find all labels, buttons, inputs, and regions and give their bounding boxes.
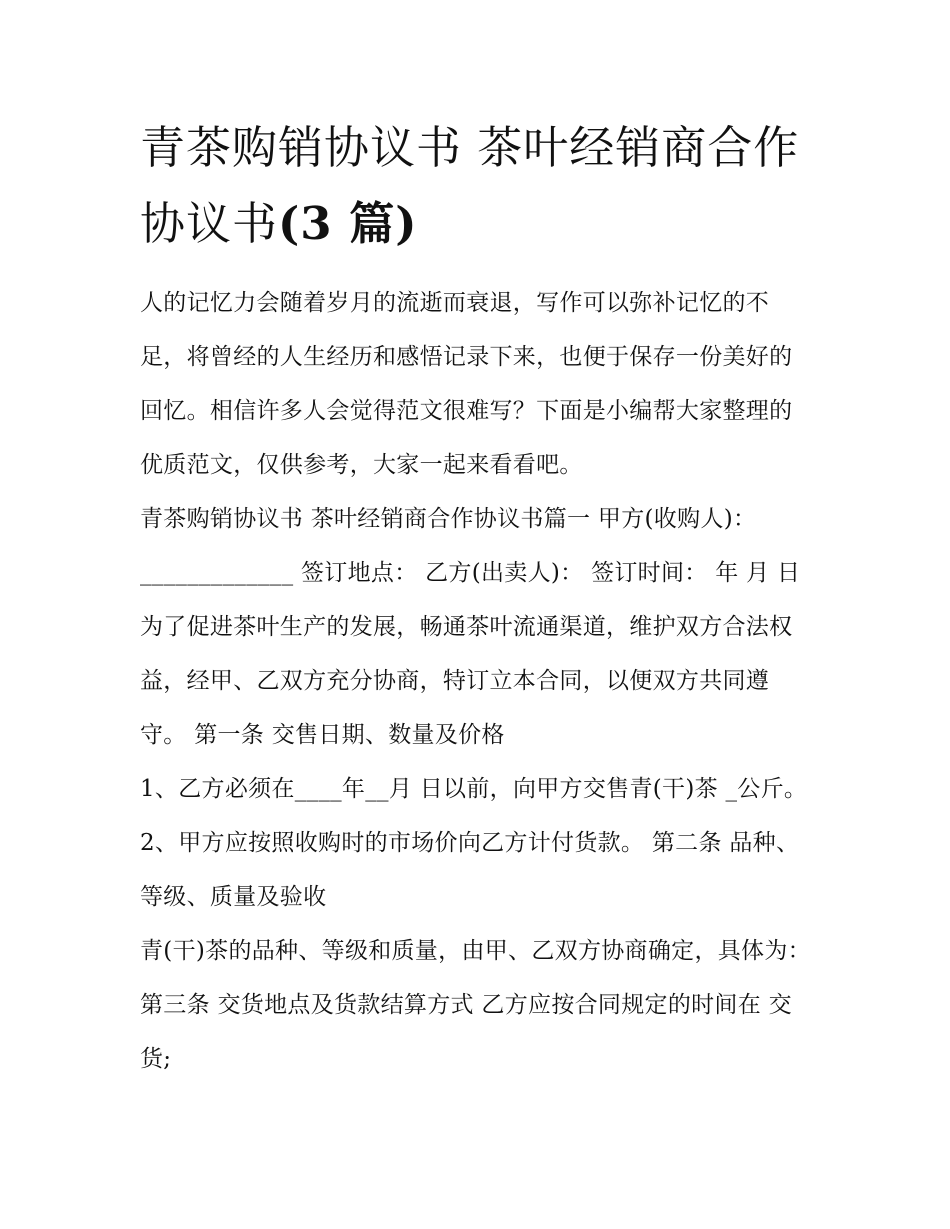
- quality-paragraph: 青(干)茶的品种、等级和质量，由甲、乙双方协商确定，具体为： 第三条 交货地点及货款结算方式 乙方应按合同规定的时间在 交货;: [140, 938, 811, 1072]
- document-body: [140, 110, 815, 1086]
- title-count: (3 篇): [278, 197, 418, 250]
- document-title: [140, 110, 815, 262]
- contract-header-paragraph: 青茶购销协议书 茶叶经销商合作协议书篇一 甲方(收购人)： _____________ 签订地点： 乙方(出卖人)： 签订时间： 年 月 日: [140, 506, 801, 586]
- purpose-paragraph: 为了促进茶叶生产的发展，畅通茶叶流通渠道，维护双方合法权益，经甲、乙双方充分协商，特订立本合同，以便双方共同遵守。 第一条 交售日期、数量及价格: [140, 614, 793, 748]
- intro-paragraph: 人的记忆力会随着岁月的流逝而衰退，写作可以弥补记忆的不足，将曾经的人生经历和感悟记录下来，也便于保存一份美好的回忆。相信许多人会觉得范文很难写？下面是小编帮大家整理的优质范文，仅供参考，大家一起来看看吧。: [140, 290, 793, 478]
- delivery-terms-paragraph: 1、乙方必须在____年__月 日以前，向甲方交售青(干)茶 _公斤。 2、甲方应按照收购时的市场价向乙方计付货款。 第二条 品种、等级、质量及验收: [140, 776, 808, 910]
- title-main: 青茶购销协议书 茶叶经销商合作协议书: [140, 121, 800, 250]
